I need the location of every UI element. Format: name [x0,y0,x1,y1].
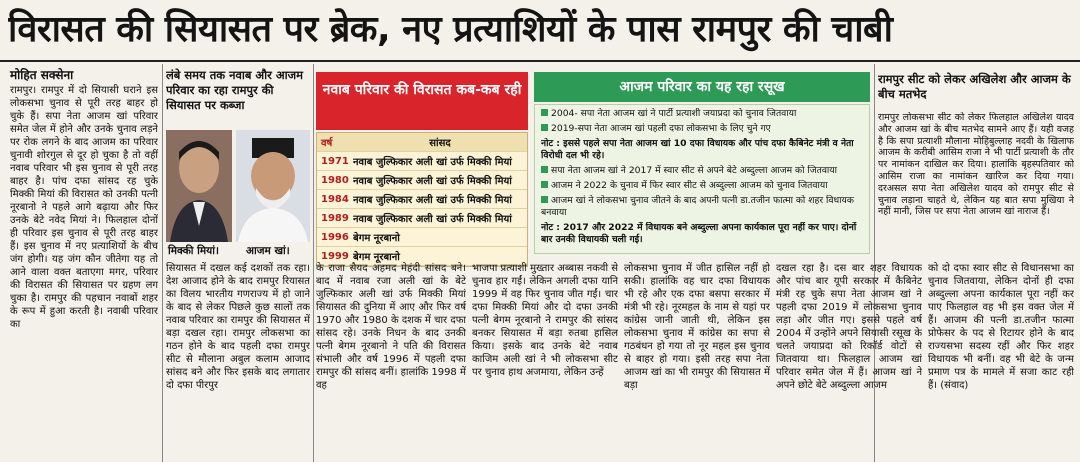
azam-influence-list [534,104,870,254]
bullet-icon [541,196,548,203]
nawab-mp-table [316,132,528,267]
col7-text: को दो दफा स्वार सीट से विधानसभा का चुनाव जितवाया, लेकिन दोनों ही दफा अब्दुल्ला अपना कार्यकाल पूरा नहीं कर पाए फिलहाल वह भी इस वक्त जेल में हैं। आजम की पत्नी डा.तजीन फात्मा प्रोफेसर के पद से रिटायर होने के बाद राज्यसभा सदस्य रहीं और फिर शहर विधायक भी बनीं। वह भी बेटे के जन्म प्रमाण पत्र के मामले में सजा काट रही हैं। (संवाद) [928,263,1074,391]
side-text: रामपुर लोकसभा सीट को लेकर फिलहाल अखिलेश यादव और आजम खां के बीच मतभेद सामने आए हैं। यही वजह है कि सपा प्रत्याशी मौलाना मोहिबुल्लाह नदवी के खिलाफ आजम के करीबी आसिम राजा ने भी पार्टी प्रत्याशी के तौर पर नामांकन दाखिल कर दिया। हालांकि बृहस्पतिवार को आसिम राजा का नामांकन खारिज कर दिया गया। दरअसल सपा नेता अखिलेश यादव को रामपुर सीट से चुनाव लड़ाना चाहते थे, लेकिन यह बात सपा मुखिया ने नहीं मानी, जिस पर सपा नेता आजम खां नाराज हैं। [878,112,1074,218]
azam-influence-box: आजम परिवार का यह रहा रसूख [534,72,870,102]
col2-subhead: लंबे समय तक नवाब और आजम परिवार का रहा रामपुर की सियासत पर कब्जा [166,68,304,112]
row-year: 1996 [321,231,349,243]
bullet-icon [541,166,548,173]
row-year: 1984 [321,193,349,205]
nawab-legacy-box: नवाब परिवार की विरासत कब-कब रही [316,72,528,130]
col2-text: सियासत में दखल कई दशकों तक रहा। देश आजाद होने के बाद रामपुर रियासत का विलय भारतीय गणराज्य में हो जाने के बाद से लेकर पिछले कुछ सालों तक नवाब परिवार का रामपुर की सियासत में बड़ा दखल रहा। रामपुर लोकसभा का गठन होने के बाद पहली दफा रामपुर सीट से मौलाना अबुल कलाम आजाद सांसद बने और फिर इसके बाद लगातार दो दफा पीरपुर [166,263,310,391]
col1-text: रामपुर। रामपुर में दो सियासी घराने इस लोकसभा चुनाव से पूरी तरह बाहर हो चुके हैं। सपा नेता आजम खां परिवार समेत जेल में होने और उनके चुनाव लड़ने पर रोक लगने के बाद आजम का परिवार चुनावी शोरगुल से दूर हो चुका है तो वहीं नवाब परिवार भी इस चुनाव से पूरी तरह बाहर है। पांच दफा सांसद रह चुके मिक्की मियां की विरासत को उनकी पत्नी नूरबानो ने पहले आगे बढ़ाया और फिर उनके बेटे नवेद मियां ने। फिलहाल दोनों ही परिवार इस चुनाव से पूरी तरह बाहर हैं। इस चुनाव में नए प्रत्याशियों के बीच जंग होगी। यह जंग कौन जीतेगा यह तो आने वाला वक्त बताएगा मगर, परिवार की विरासत की सियासत पर ग्रहण लग चुका है। रामपुर की पहचान नवाबों शहर के रूप में हुआ करती है। नवाबी परिवार का [10,85,158,330]
list-item [541,108,863,120]
list-item-text: आजम खां ने लोकसभा चुनाव जीतने के बाद अपनी पत्नी डा.तजीन फात्मा को शहर विधायक बनवाया [541,195,854,218]
col4-text: भाजपा प्रत्याशी मुख्तार अब्बास नकवी से चुनाव हार गईं। लेकिन अगली दफा यानि 1999 में वह फिर चुनाव जीत गईं। चार दफा मिक्की मियां और दो दफा उनकी पत्नी बेगम नूरबानो ने रामपुर की सांसद बनकर सियासत में बड़ा रुतबा हासिल किया। इसके बाद उनके बेटे नवाब काजिम अली खां ने भी लोकसभा सीट पर चुनाव हाथ अजमाया, लेकिन उन्हें [472,263,618,378]
table-row [317,228,527,247]
bullet-icon [541,109,548,116]
header-year: वर्ष [321,138,333,149]
row-year: 1980 [321,174,349,186]
row-mp: बेगम नूरबानो [353,252,400,263]
list-item-text: 2004- सपा नेता आजम खां ने पार्टी प्रत्याशी जयाप्रदा को चुनाव जितवाया [551,108,797,119]
headline-rule [0,60,1080,62]
table-row [317,171,527,190]
list-item [541,195,863,219]
row-mp: नवाब जुल्फिकार अली खां उर्फ मिक्की मियां [353,176,512,187]
table-row [317,209,527,228]
list-item-text: 2019-सपा नेता आजम खां पहली दफा लोकसभा के लिए चुने गए [551,123,771,134]
headline: विरासत की सियासत पर ब्रेक, नए प्रत्याशियों के पास रामपुर की चाबी [8,9,893,50]
list-note: नोट : 2017 और 2022 में विधायक बने अब्दुल्ला अपना कार्यकाल पूरा नहीं कर पाए। दोनों बार उनकी विधायकी चली गई। [541,222,857,245]
column-divider [313,64,314,462]
row-mp: नवाब जुल्फिकार अली खां उर्फ मिक्की मियां [353,214,512,225]
bullet-icon [541,181,548,188]
row-mp: बेगम नूरबानो [353,233,400,244]
azam-khan-photo [236,130,310,242]
bullet-icon [541,124,548,131]
list-note: नोट : इससे पहले सपा नेता आजम खां 10 दफा विधायक और पांच दफा कैबिनेट मंत्री व नेता विरोधी दल भी रहे। [541,138,854,161]
row-mp: नवाब जुल्फिकार अली खां उर्फ मिक्की मियां [353,195,512,206]
list-item [541,123,863,135]
photo-caption-mikki: मिक्की मियां। [168,245,219,257]
header-mp: सांसद [429,138,451,149]
side-subhead: रामपुर सीट को लेकर अखिलेश और आजम के बीच मतभेद [878,72,1071,101]
col5-text: लोकसभा चुनाव में जीत हासिल नहीं हो सकी। हालांकि वह चार दफा विधायक भी रहे और एक दफा बसपा सरकार में मंत्री भी रहे। नूरमहल के नाम से यहां पर कांग्रेस जानी जाती थी, लेकिन इस लोकसभा चुनाव में कांग्रेस का सपा से गठबंधन हो गया तो नूर महल इस चुनाव से बाहर हो गया। इसी तरह सपा नेता आजम खां का भी रामपुर की सियासत में बड़ा [624,263,770,391]
col6-text: दखल रहा है। दस बार शहर विधायक और पांच बार यूपी सरकार में कैबिनेट मंत्री रह चुके सपा नेता आजम खां ने पहली दफा 2019 में लोकसभा चुनाव लड़ा और जीत गए। इससे पहले वर्ष 2004 में उन्होंने अपने सियासी रसूख के चलते जयाप्रदा को रिकॉर्ड वोटों से जितवाया था। फिलहाल आजम खां परिवार समेत जेल में हैं। आजम खां ने अपने छोटे बेटे अब्दुल्ला आजम [776,263,922,391]
row-year: 1989 [321,212,349,224]
row-year: 1999 [321,250,349,262]
list-item-text: आजम ने 2022 के चुनाव में फिर स्वार सीट से अब्दुल्ला आजम को चुनाव जितवाया [551,180,828,191]
list-item [541,165,863,177]
row-year: 1971 [321,155,349,167]
row-mp: नवाब जुल्फिकार अली खां उर्फ मिक्की मियां [353,157,512,168]
column-divider [162,64,163,462]
mikki-miyan-photo [166,130,232,242]
col3-text: के राजा सैयद अहमद मेहंदी सांसद बने। बाद में नवाब रजा अली खां के बेटे जुल्फिकार अली खां उर्फ मिक्की मियां सियासत की दुनिया में आए और फिर वर्ष 1970 और 1980 के दशक में चार दफा सांसद रहे। उनके निधन के बाद उनकी पत्नी बेगम नूरबानो ने पति की विरासत संभाली और वर्ष 1996 में पहली दफा रामपुर की सांसद बनीं। हालांकि 1998 में वह [316,263,466,391]
table-row [317,190,527,209]
list-item [541,180,863,192]
table-header [317,133,527,152]
photo-caption-azam: आजम खां। [246,245,290,257]
list-item-text: सपा नेता आजम खां ने 2017 में स्वार सीट से अपने बेटे अब्दुल्ला आजम को जितवाया [551,165,838,176]
byline: मोहित सक्सेना [10,68,74,82]
table-row [317,152,527,171]
